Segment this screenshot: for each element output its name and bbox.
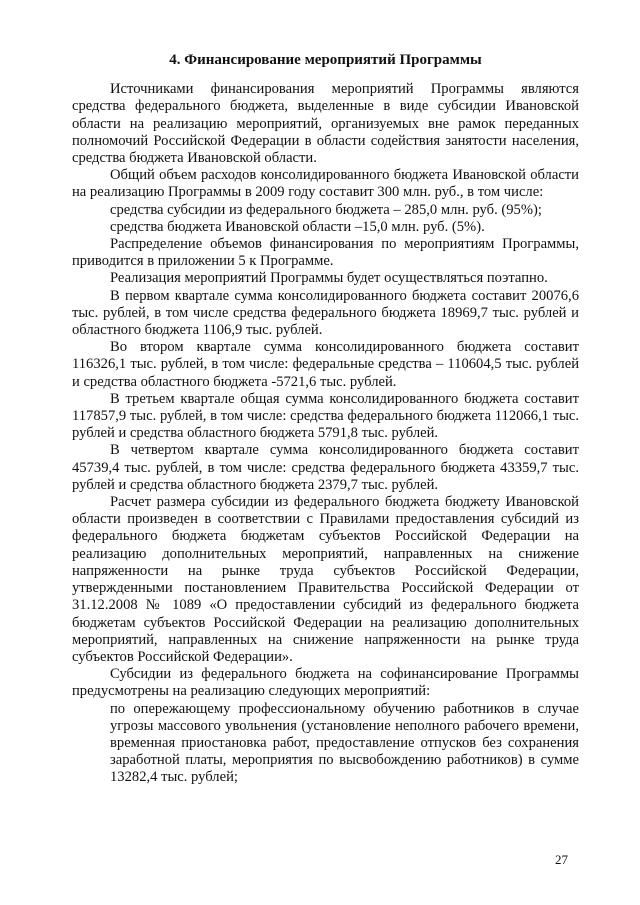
page-number: 27 [555, 852, 568, 867]
paragraph-funding-sources: Источниками финансирования мероприятий Программы являются средства федерального бюджета, выделенные в виде субсидии Ивановской области на реализацию мероприятий, организуемых вне рамок переданных полномочий Российской Федерации в области содействия занятости населения, средства бюджета Ивановской области. [72, 81, 579, 167]
paragraph-subsidy-calculation: Расчет размера субсидии из федерального бюджета бюджету Ивановской области произведен в соответствии с Правилами предоставления субсидий из федерального бюджета бюджетам субъектов Российской Федерации на реализацию дополнительных мероприятий, направленных на снижение напряженности на рынке труда субъектов Российской Федерации, утвержденными постановлением Правительства Российской Федерации от 31.12.2008 № 1089 «О предоставлении субсидий из федерального бюджета бюджетам субъектов Российской Федерации на реализацию дополнительных мероприятий, направленных на снижение напряженности на рынке труда субъектов Российской Федерации». [72, 494, 579, 665]
paragraph-quarter-1: В первом квартале сумма консолидированного бюджета составит 20076,6 тыс. рублей, в том числе средства федерального бюджета 18969,7 тыс. рублей и областного бюджета 1106,9 тыс. рублей. [72, 287, 579, 339]
paragraph-distribution: Распределение объемов финансирования по мероприятиям Программы, приводится в приложении 5 к Программе. [72, 236, 579, 270]
document-body [72, 52, 579, 787]
list-item-federal-subsidy: средства субсидии из федерального бюджета – 285,0 млн. руб. (95%); [110, 201, 542, 218]
paragraph-quarter-2: Во втором квартале сумма консолидированного бюджета составит 116326,1 тыс. рублей, в том числе: федеральные средства – 110604,5 тыс. рублей и средства областного бюджета -5721,6 тыс. рублей. [72, 339, 579, 390]
paragraph-stages: Реализация мероприятий Программы будет осуществляться поэтапно. [110, 270, 548, 287]
list-item-regional-budget: средства бюджета Ивановской области –15,0 млн. руб. (5%). [110, 218, 485, 235]
paragraph-quarter-3: В третьем квартале общая сумма консолидированного бюджета составит 117857,9 тыс. рублей, в том числе: средства федерального бюджета 112066,1 тыс. рублей и средства областного бюджета 5791,8 тыс. рублей. [72, 390, 579, 442]
paragraph-quarter-4: В четвертом квартале сумма консолидированного бюджета составит 45739,4 тыс. рублей, в том числе: средства федерального бюджета 43359,7 тыс. рублей и средства областного бюджета 2379,7 тыс. рублей. [72, 442, 579, 493]
list-item-advance-training: по опережающему профессиональному обучению работников в случае угрозы массового увольнения (установление неполного рабочего времени, временная приостановка работ, предоставление отпусков без сохранения заработной платы, мероприятия по высвобождению работников) в сумме 13282,4 тыс. рублей; [110, 700, 579, 786]
paragraph-total-volume: Общий объем расходов консолидированного бюджета Ивановской области на реализацию Программы в 2009 году составит 300 млн. руб., в том числе: [72, 167, 579, 201]
section-title: 4. Финансирование мероприятий Программы [169, 52, 482, 68]
paragraph-subsidy-purposes: Субсидии из федерального бюджета на софинансирование Программы предусмотрены на реализацию следующих мероприятий: [72, 666, 579, 700]
